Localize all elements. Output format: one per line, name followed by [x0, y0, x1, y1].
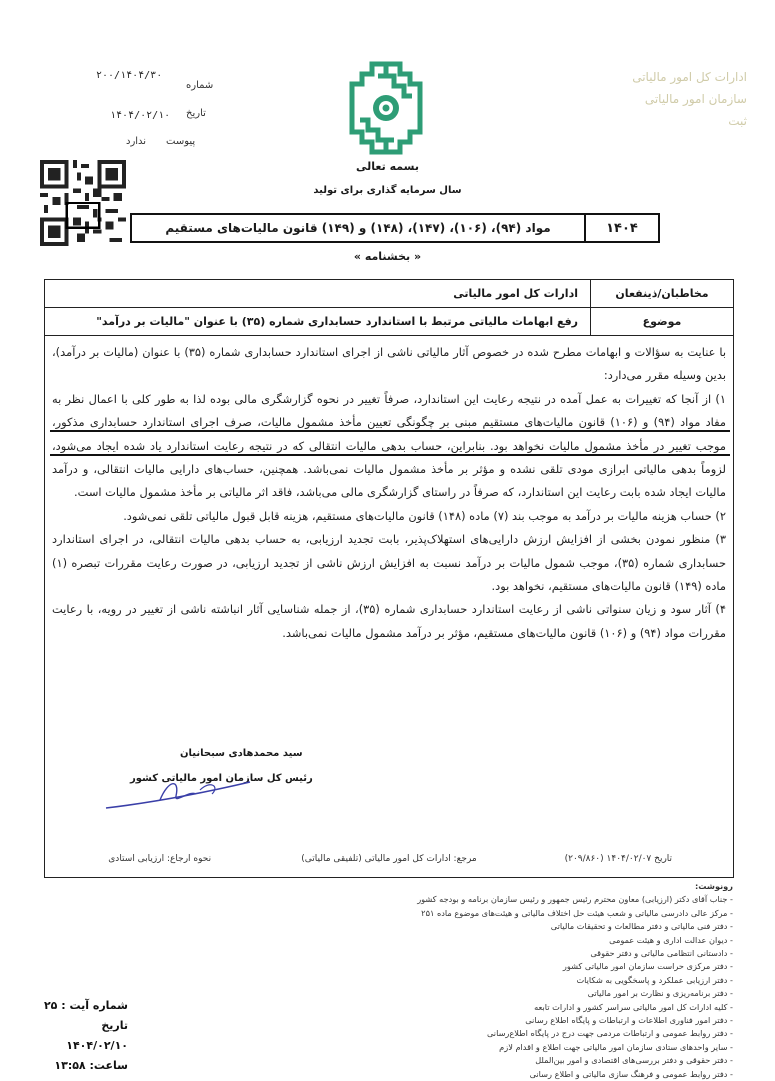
letter-date-label: تاریخ: [186, 108, 206, 119]
bismillah-heading: بسمه تعالی: [356, 160, 419, 173]
cc-item: - دفتر برنامه‌ریزی و نظارت بر امور مالیاتی: [587, 988, 733, 999]
subject-articles: مواد (۹۴)، (۱۰۶)، (۱۴۷)، (۱۴۸) و (۱۴۹) قانون مالیات‌های مستقیم: [165, 221, 551, 235]
subject-label: موضوع: [590, 308, 733, 335]
circular-body: [52, 341, 726, 645]
subject-bar: [130, 213, 660, 243]
archive-time: ساعت: ۱۳:۵۸: [54, 1059, 128, 1072]
body-intro: با عنایت به سؤالات و ابهامات مطرح شده در خصوص آثار مالیاتی ناشی از اجرای استاندارد حسابداری شماره (۳۵) با عنوان (مالیات بر درآمد)، بدین وسیله مقرر می‌دارد:: [52, 345, 726, 383]
cc-item: - دفتر حقوقی و دفتر بررسی‌های اقتصادی و امور بین‌الملل: [535, 1055, 733, 1066]
body-item-3: ۳) منظور نمودن بخشی از افزایش ارزش دارایی‌های استهلاک‌پذیر، بابت تجدید ارزیابی، به حساب بدهی مالیات انتقالی، در اجرای استاندارد حسابداری شماره (۳۵)، موجب شمول مالیات بر درآمد نسبت به افزایش ارزش ناشی از تجدید ارزیابی، در صورت رعایت مقررات تبصره (۱) ماده (۱۴۹) قانون مالیات‌های مستقیم، نخواهد بود.: [52, 532, 726, 594]
ref-source: مرجع: ادارات کل امور مالیاتی (تلفیقی مالیاتی): [301, 853, 477, 864]
cc-item: - مرکز عالی دادرسی مالیاتی و شعب هیئت حل اختلاف مالیاتی و هیئت‌های موضوع ماده ۲۵۱: [421, 907, 733, 918]
addressee-row: [45, 280, 733, 307]
addressee-table: [44, 279, 734, 336]
body-item-4: ۴) آثار سود و زیان سنواتی ناشی از رعایت استاندارد حسابداری شماره (۳۵)، از جمله شناسایی آثار انباشته ناشی از تغییر در رویه، با رعایت مقررات مواد (۹۴) و (۱۰۶) قانون مالیات‌های مستقیم، مؤثر بر درآمد مشمول مالیات نمی‌باشد.: [52, 602, 726, 640]
cc-item: - دفتر امور فناوری اطلاعات و ارتباطات و پایگاه اطلاع رسانی: [525, 1015, 733, 1026]
letter-date: ۱۴۰۴/۰۲/۱۰: [110, 110, 171, 121]
cc-item: - دفتر فنی مالیاتی و دفتر مطالعات و تحقیقات مالیاتی: [550, 921, 733, 932]
circular-label: « بخشنامه »: [353, 250, 422, 263]
attachment-label: پیوست: [166, 136, 196, 147]
faded-stamp: ادارات کل امور مالیاتی سازمان امور مالیاتی ثبت: [632, 70, 747, 128]
subject-value: رفع ابهامات مالیاتی مرتبط با استاندارد حسابداری شماره (۳۵) با عنوان "مالیات بر درآمد": [96, 315, 578, 328]
cc-item: - کلیه ادارات کل امور مالیاتی سراسر کشور و ادارات تابعه: [534, 1001, 733, 1012]
cc-list: [313, 880, 733, 1081]
ref-date: تاریخ ۱۴۰۴/۰۲/۰۷ (۲۰۹/۸۶۰): [564, 853, 673, 864]
cc-item: - دفتر روابط عمومی و فرهنگ سازی مالیاتی و اطلاع رسانی: [529, 1068, 733, 1079]
signature-mark: [100, 760, 260, 820]
cc-item: - دفتر ارزیابی عملکرد و پاسخگویی به شکایات: [576, 974, 733, 985]
signatory-title: رئیس کل سازمان امور مالیاتی کشور: [130, 773, 313, 784]
subject-row: [45, 307, 733, 335]
cc-heading: رونوشت:: [694, 881, 733, 891]
letter-number: ۲۰۰/۱۴۰۴/۳۰: [96, 70, 163, 81]
body-item-1: ۱) از آنجا که تغییرات به عمل آمده در نتیجه رعایت این استاندارد، صرفاً تغییر در نحوه گزارشگری مالی بوده لذا به طور کلی با اعمال نظر به مفاد مواد (۹۴) و (۱۰۶) قانون مالیات‌های مستقیم مبنی بر چگونگی تعیین مأخذ مشمول مالیات، صرف اجرای استاندارد حسابداری مذکور، موجب تغییر در مأخذ مشمول مالیات نخواهد بود. بنابراین، حساب بدهی مالیات انتقالی که در نتیجه رعایت استاندارد یاد شده ایجاد می‌شود، لزوماً بدهی مالیاتی ابرازی مودی تلقی نشده و مؤثر بر مأخذ مشمول مالیات نمی‌باشد. همچنین، حساب‌های دارایی مالیات انتقالی، و درآمد مالیات ایجاد شده بابت رعایت این استاندارد، که صرفاً در راستای گزارشگری مالی می‌باشد، فاقد اثر مالیاتی بر مأخذ مشمول مالیات است.: [52, 391, 726, 500]
archive-number: شماره آیت : ۲۵: [43, 999, 128, 1012]
subject-year: ۱۴۰۴: [584, 215, 658, 241]
body-item-2: ۲) حساب هزینه مالیات بر درآمد به موجب بند (۷) ماده (۱۴۸) قانون مالیات‌های مستقیم، هزینه قابل قبول مالیاتی تلقی نمی‌شود.: [123, 508, 726, 523]
reference-strip: [44, 840, 734, 878]
addressee-label: مخاطبان/ذینفعان: [590, 280, 733, 307]
signatory-name: سید محمدهادی سبحانیان: [180, 748, 303, 759]
document-meta: [96, 66, 216, 156]
cc-item: - دادستانی انتظامی مالیاتی و دفتر حقوقی: [590, 948, 733, 959]
letter-number-label: شماره: [186, 80, 214, 91]
cc-item: - دفتر مرکزی حراست سازمان امور مالیاتی کشور: [562, 961, 733, 972]
year-slogan: سال سرمایه گذاری برای تولید: [313, 185, 462, 196]
cc-item: - دفتر روابط عمومی و ارتباطات مردمی جهت درج در پایگاه اطلاع‌رسانی: [486, 1028, 733, 1039]
cc-item: - دیوان عدالت اداری و هیئت عمومی: [609, 934, 733, 945]
archive-date: تاریخ ۱۴۰۴/۰۲/۱۰: [66, 1019, 128, 1052]
ref-method: نحوه ارجاع: ارزیابی استادی: [108, 853, 212, 864]
tax-organization-logo: [342, 60, 430, 156]
archive-stamp: [38, 996, 128, 1076]
cc-item: - جناب آقای دکتر (ارزیابی) معاون محترم رئیس جمهور و رئیس سازمان برنامه و بودجه کشور: [417, 894, 733, 905]
addressee-value: ادارات کل امور مالیاتی: [453, 287, 578, 300]
attachment-value: ندارد: [126, 136, 147, 147]
cc-item: - سایر واحدهای ستادی سازمان امور مالیاتی جهت اطلاع و اقدام لازم: [499, 1041, 733, 1052]
